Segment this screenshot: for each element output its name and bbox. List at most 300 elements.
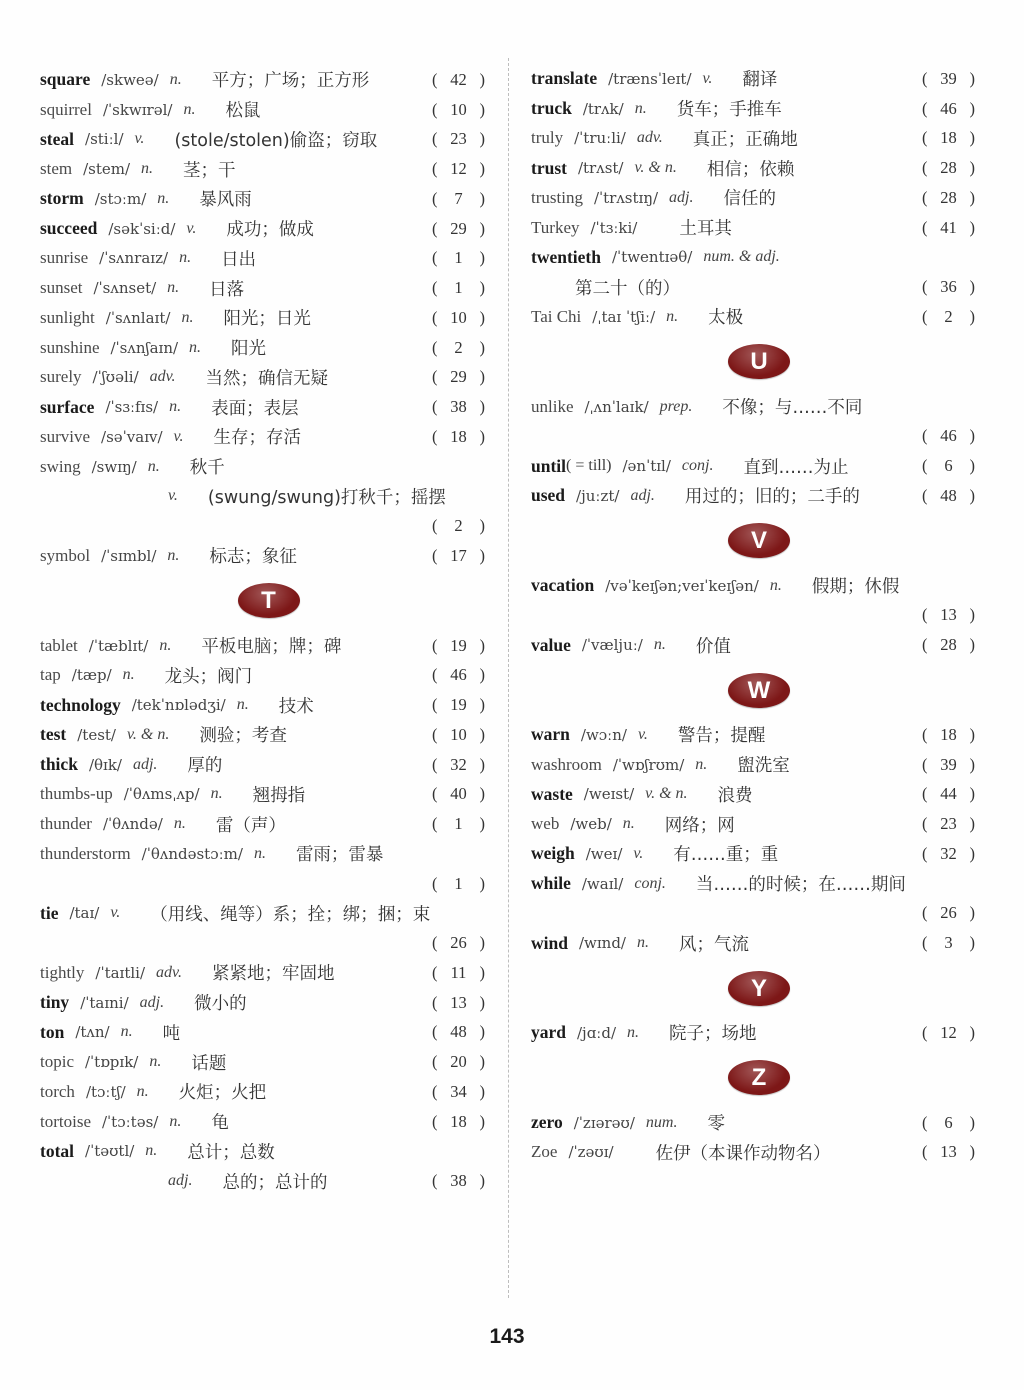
page-reference: ( 48 ) <box>432 1022 485 1042</box>
letter-section-header <box>531 332 975 392</box>
phonetic-transcription: /ˈsʌnlaɪt/ <box>105 308 171 327</box>
vocab-entry <box>40 273 485 303</box>
page-reference: ( 18 ) <box>922 724 975 744</box>
glossary-left-column <box>40 65 485 1196</box>
vocab-entry <box>531 1138 975 1168</box>
headword: survive <box>40 426 91 446</box>
headword: steal <box>40 128 75 149</box>
vocab-entry <box>40 125 485 155</box>
page-reference: ( 29 ) <box>432 218 485 238</box>
page-reference: ( 23 ) <box>432 129 485 149</box>
vocab-entry <box>531 302 975 332</box>
page-reference: ( 1 ) <box>432 278 485 298</box>
chinese-meaning: 测验；考查 <box>199 726 287 747</box>
chinese-meaning: 浪费 <box>717 785 753 806</box>
chinese-meaning: 吨 <box>162 1023 181 1044</box>
letter-section-header <box>531 1048 975 1108</box>
phonetic-transcription: /ənˈtɪl/ <box>622 457 671 476</box>
chinese-meaning: 真正；正确地 <box>692 129 798 150</box>
part-of-speech: n. <box>147 457 160 475</box>
chinese-meaning: 龟 <box>211 1113 229 1134</box>
phonetic-transcription: /stɔːm/ <box>94 189 147 208</box>
vocab-entry <box>40 154 485 184</box>
headword: squirrel <box>40 99 92 119</box>
phonetic-transcription: /ˈtəʊtl/ <box>85 1142 135 1161</box>
phonetic-transcription: /taɪ/ <box>69 904 100 923</box>
chinese-meaning: 用过的；旧的；二手的 <box>684 487 860 508</box>
chinese-meaning: 太极 <box>708 308 744 329</box>
page-reference: ( 44 ) <box>922 784 975 804</box>
vocab-sense-line <box>40 1166 485 1196</box>
headword: sunlight <box>40 307 95 327</box>
page-reference: ( 6 ) <box>922 456 975 476</box>
chinese-meaning: 秋千 <box>189 458 225 479</box>
part-of-speech: n. <box>173 815 186 833</box>
headword: trusting <box>531 187 583 207</box>
part-of-speech: v. <box>173 427 184 445</box>
headword: truck <box>531 98 572 119</box>
chinese-meaning: 日落 <box>209 279 245 300</box>
page-reference: ( 18 ) <box>922 128 975 148</box>
page-ref-line <box>531 601 975 631</box>
vocab-entry <box>40 1107 485 1137</box>
chinese-meaning: 松鼠 <box>225 101 261 122</box>
part-of-speech: v. <box>633 844 644 862</box>
vocab-entry <box>40 392 485 422</box>
part-of-speech: adj. <box>168 1172 193 1190</box>
phonetic-transcription: /waɪl/ <box>581 874 624 893</box>
part-of-speech: v. <box>702 69 713 87</box>
chinese-meaning: 生存；存活 <box>213 428 301 449</box>
part-of-speech: n. <box>169 1112 182 1130</box>
phonetic-transcription: /səˈvaɪv/ <box>101 427 163 446</box>
phonetic-transcription: /wɪnd/ <box>578 934 626 953</box>
phonetic-transcription: /ˈskwɪrəl/ <box>102 100 173 119</box>
phonetic-transcription: /ˈθʌndə/ <box>102 815 163 834</box>
phonetic-transcription: /ˈsɜːfɪs/ <box>105 398 159 417</box>
headword: tiny <box>40 992 70 1013</box>
page-ref-line <box>40 511 485 541</box>
letter-badge: W <box>728 673 790 708</box>
page-reference: ( 32 ) <box>432 754 485 774</box>
letter-badge: U <box>728 344 790 379</box>
chinese-meaning: 龙头；阀门 <box>164 666 253 687</box>
chinese-meaning: 不像；与……不同 <box>722 398 863 419</box>
chinese-meaning: 网络；网 <box>664 815 735 836</box>
headword: washroom <box>531 754 602 774</box>
chinese-meaning: 有……重；重 <box>673 845 779 866</box>
vocab-entry <box>531 571 975 601</box>
chinese-meaning: 雷（声） <box>215 815 286 836</box>
page-reference: ( 18 ) <box>432 426 485 446</box>
chinese-meaning: 土耳其 <box>679 219 732 240</box>
part-of-speech: n. <box>149 1053 162 1071</box>
part-of-speech: n. <box>622 815 635 833</box>
phonetic-transcription: /ˈsʌnʃaɪn/ <box>110 338 179 357</box>
phonetic-transcription: /ˈθʌmsˌʌp/ <box>123 785 200 804</box>
part-of-speech: n. <box>210 785 223 803</box>
chinese-meaning: 成功；做成 <box>226 220 314 241</box>
part-of-speech: adv. <box>149 368 176 386</box>
phonetic-transcription: /stiːl/ <box>85 130 124 149</box>
headword: surely <box>40 367 82 387</box>
headword: vacation <box>531 575 595 596</box>
page-reference: ( 46 ) <box>922 426 975 446</box>
chinese-meaning: 零 <box>707 1114 725 1135</box>
headword: used <box>531 485 566 506</box>
part-of-speech: v. <box>637 725 648 743</box>
vocab-entry <box>40 363 485 393</box>
phonetic-transcription: /trʌk/ <box>582 99 624 118</box>
phonetic-transcription: /ˈtɒpɪk/ <box>85 1053 139 1072</box>
phonetic-transcription: /ˈtaɪni/ <box>80 993 129 1012</box>
phonetic-transcription: /ˈtɜːki/ <box>590 218 638 237</box>
headword: unlike <box>531 396 574 416</box>
part-of-speech: n. <box>145 1142 158 1160</box>
part-of-speech: num. <box>645 1113 678 1131</box>
part-of-speech: n. <box>157 189 170 207</box>
letter-badge: T <box>238 583 300 618</box>
page-reference: ( 42 ) <box>432 69 485 89</box>
vocab-entry <box>531 124 975 154</box>
page-reference: ( 38 ) <box>432 1171 485 1191</box>
part-of-speech: n. <box>136 1082 149 1100</box>
part-of-speech: n. <box>634 99 647 117</box>
chinese-meaning: 总的；总计的 <box>222 1172 328 1193</box>
part-of-speech: n. <box>181 308 194 326</box>
vocab-entry <box>40 452 485 482</box>
page-reference: ( 28 ) <box>922 158 975 178</box>
part-of-speech: n. <box>141 160 154 178</box>
headword: sunset <box>40 278 83 298</box>
chinese-meaning: (stole/stolen)偷盗；窃取 <box>174 130 378 151</box>
chinese-meaning: 翘拇指 <box>252 785 306 806</box>
vocab-entry <box>531 928 975 958</box>
page-reference: ( 6 ) <box>922 1112 975 1132</box>
headword: technology <box>40 694 121 715</box>
page-reference: ( 39 ) <box>922 754 975 774</box>
vocab-entry <box>531 869 975 899</box>
part-of-speech: n. <box>653 636 666 654</box>
part-of-speech: n. <box>159 636 172 654</box>
headword: trust <box>531 157 567 178</box>
vocab-entry <box>40 1047 485 1077</box>
phonetic-transcription: /web/ <box>570 815 612 834</box>
part-of-speech: v. & n. <box>645 785 688 803</box>
page-ref-line <box>40 869 485 899</box>
vocab-entry <box>40 184 485 214</box>
part-of-speech: conj. <box>634 874 666 892</box>
page-reference: ( 23 ) <box>922 814 975 834</box>
page-reference: ( 28 ) <box>922 187 975 207</box>
part-of-speech: adv. <box>636 129 663 147</box>
chinese-meaning: 话题 <box>191 1053 227 1074</box>
page-ref-line <box>40 928 485 958</box>
phonetic-transcription: /ˈsɪmbl/ <box>101 546 157 565</box>
page-reference: ( 10 ) <box>432 307 485 327</box>
phonetic-transcription: /vəˈkeɪʃən;veɪˈkeɪʃən/ <box>605 576 759 595</box>
vocab-entry <box>531 1108 975 1138</box>
headword: twentieth <box>531 246 601 267</box>
page-reference: ( 13 ) <box>922 605 975 625</box>
headword: until <box>531 455 567 476</box>
letter-badge: Z <box>728 1060 790 1095</box>
phonetic-transcription: /wɔːn/ <box>580 725 627 744</box>
vocab-entry <box>531 839 975 869</box>
vocab-entry <box>531 809 975 839</box>
part-of-speech: n. <box>627 1023 640 1041</box>
part-of-speech: n. <box>120 1023 133 1041</box>
phonetic-transcription: /trʌst/ <box>577 159 624 178</box>
chinese-meaning: 紧紧地；牢固地 <box>211 964 335 985</box>
chinese-meaning: 茎；干 <box>183 160 236 181</box>
letter-badge: Y <box>728 971 790 1006</box>
page-reference: ( 40 ) <box>432 784 485 804</box>
part-of-speech: v. <box>134 130 145 148</box>
phonetic-transcription: /tʌn/ <box>75 1023 110 1042</box>
part-of-speech: n. <box>666 307 679 325</box>
headword: sunshine <box>40 337 100 357</box>
page-reference: ( 36 ) <box>922 277 975 297</box>
vocab-entry <box>40 65 485 95</box>
page-reference: ( 10 ) <box>432 724 485 744</box>
page-reference: ( 29 ) <box>432 367 485 387</box>
chinese-meaning: 厚的 <box>187 756 223 777</box>
phonetic-transcription: /tekˈnɒlədʒi/ <box>131 696 226 715</box>
phonetic-transcription: /ˈzəʊɪ/ <box>568 1143 614 1162</box>
vocab-entry <box>40 661 485 691</box>
vocab-entry <box>531 392 975 422</box>
page-reference: ( 18 ) <box>432 1111 485 1131</box>
phonetic-transcription: /ˌʌnˈlaɪk/ <box>584 397 649 416</box>
headword: tightly <box>40 962 85 982</box>
phonetic-transcription: /weɪst/ <box>583 785 635 804</box>
phonetic-transcription: /ˈvæljuː/ <box>581 636 643 655</box>
page-reference: ( 39 ) <box>922 68 975 88</box>
chinese-meaning: 第二十（的） <box>575 278 680 299</box>
chinese-meaning: 标志；象征 <box>209 547 297 568</box>
vocab-entry <box>531 94 975 124</box>
part-of-speech: adj. <box>630 486 655 504</box>
phonetic-transcription: /tæp/ <box>71 666 112 685</box>
vocab-entry <box>40 1137 485 1167</box>
headword: thunderstorm <box>40 843 131 863</box>
page-reference: ( 10 ) <box>432 99 485 119</box>
glossary-right-column <box>531 64 975 1167</box>
page-reference: ( 11 ) <box>432 962 485 982</box>
page-reference: ( 1 ) <box>432 873 485 893</box>
vocab-entry <box>40 809 485 839</box>
vocab-entry <box>40 541 485 571</box>
part-of-speech: v. <box>168 487 178 505</box>
chinese-meaning: 佐伊（本课作动物名） <box>655 1143 831 1164</box>
phonetic-transcription: /ˈθʌndəstɔːm/ <box>141 844 243 863</box>
headword: truly <box>531 128 564 148</box>
letter-section-header <box>531 958 975 1018</box>
vocab-entry <box>531 153 975 183</box>
part-of-speech: n. <box>183 100 196 118</box>
chinese-meaning: 日出 <box>221 249 257 270</box>
chinese-meaning: 当……的时候；在……期间 <box>695 875 906 896</box>
vocab-entry <box>40 333 485 363</box>
vocab-entry <box>40 720 485 750</box>
phonetic-transcription: /tɔːtʃ/ <box>85 1082 126 1101</box>
part-of-speech: v. <box>110 904 121 922</box>
headword: torch <box>40 1081 75 1101</box>
headword: sunrise <box>40 248 89 268</box>
page-reference: ( 28 ) <box>922 635 975 655</box>
part-of-speech: adv. <box>156 963 182 981</box>
vocab-entry <box>531 243 975 273</box>
vocab-entry <box>531 720 975 750</box>
vocab-entry <box>40 244 485 274</box>
letter-badge: V <box>728 523 790 558</box>
headword: stem <box>40 159 73 179</box>
vocab-entry <box>40 1018 485 1048</box>
page-reference: ( 1 ) <box>432 814 485 834</box>
phonetic-transcription: /juːzt/ <box>576 486 620 505</box>
chinese-meaning: 翻译 <box>742 70 778 91</box>
page-reference: ( 34 ) <box>432 1081 485 1101</box>
chinese-meaning: 相信；依赖 <box>706 159 795 180</box>
phonetic-transcription: /trænsˈleɪt/ <box>608 69 692 88</box>
headword: tortoise <box>40 1111 91 1131</box>
headword: waste <box>531 783 573 804</box>
headword: storm <box>40 188 84 209</box>
headword: while <box>531 873 571 894</box>
vocab-entry <box>40 422 485 452</box>
page-reference: ( 38 ) <box>432 397 485 417</box>
letter-section-header <box>531 511 975 571</box>
phonetic-transcription: /ˌtaɪ ˈtʃiː/ <box>592 307 656 326</box>
chinese-meaning: 雷雨；雷暴 <box>295 845 384 866</box>
chinese-meaning: 风；气流 <box>678 934 749 955</box>
page-reference: ( 3 ) <box>922 933 975 953</box>
headword: zero <box>531 1112 563 1133</box>
headword: weigh <box>531 843 575 864</box>
chinese-meaning: 价值 <box>695 636 731 657</box>
vocab-entry <box>40 631 485 661</box>
page-number: 143 <box>489 1325 525 1348</box>
chinese-meaning: 直到……为止 <box>743 457 849 478</box>
part-of-speech: n. <box>769 576 782 594</box>
vocab-entry <box>40 303 485 333</box>
phonetic-transcription: /ˈsʌnset/ <box>93 279 157 298</box>
page-reference: ( 2 ) <box>432 337 485 357</box>
chinese-meaning: （用线、绳等）系；拴；绑；捆；束 <box>150 904 431 925</box>
vocab-entry <box>531 780 975 810</box>
page-reference: ( 26 ) <box>432 933 485 953</box>
chinese-meaning: 盥洗室 <box>737 756 790 777</box>
phonetic-transcription: /ˈtwentɪəθ/ <box>611 248 693 267</box>
page-reference: ( 7 ) <box>432 188 485 208</box>
page-reference: ( 12 ) <box>922 1022 975 1042</box>
phonetic-transcription: /stem/ <box>83 160 131 179</box>
headword: Tai Chi <box>531 306 582 326</box>
part-of-speech: adj. <box>669 188 694 206</box>
headword: Turkey <box>531 217 580 237</box>
headword-note: ( = till) <box>566 457 612 475</box>
chinese-meaning: 警告；提醒 <box>677 726 766 747</box>
page-ref-line <box>531 899 975 929</box>
chinese-meaning: (swung/swung)打秋千；摇摆 <box>207 487 446 508</box>
vocab-entry <box>40 690 485 720</box>
phonetic-transcription: /weɪ/ <box>585 844 623 863</box>
chinese-meaning: 微小的 <box>194 994 247 1015</box>
phonetic-transcription: /ˈtruːli/ <box>574 129 626 148</box>
vocab-sense-line <box>40 482 485 512</box>
headword: total <box>40 1140 75 1161</box>
column-divider <box>508 58 509 1298</box>
page-reference: ( 2 ) <box>432 516 485 536</box>
headword: ton <box>40 1021 65 1042</box>
part-of-speech: num. & adj. <box>703 248 780 266</box>
phonetic-transcription: /ˈtrʌstɪŋ/ <box>593 188 659 207</box>
chinese-meaning: 院子；场地 <box>669 1024 757 1045</box>
part-of-speech: v. & n. <box>634 159 677 177</box>
vocab-entry <box>40 988 485 1018</box>
page-reference: ( 48 ) <box>922 485 975 505</box>
page-reference: ( 1 ) <box>432 248 485 268</box>
phonetic-transcription: /ˈtaɪtli/ <box>95 963 146 982</box>
headword: tablet <box>40 635 78 655</box>
part-of-speech: prep. <box>659 397 693 415</box>
headword: value <box>531 634 571 655</box>
headword: tie <box>40 902 59 923</box>
chinese-meaning: 表面；表层 <box>211 398 299 419</box>
part-of-speech: n. <box>169 70 182 88</box>
headword: thick <box>40 754 78 775</box>
page-reference: ( 26 ) <box>922 903 975 923</box>
vocab-entry <box>40 839 485 869</box>
headword: test <box>40 724 67 745</box>
phonetic-transcription: /ˈtæblɪt/ <box>88 636 149 655</box>
vocab-entry <box>40 780 485 810</box>
vocab-entry <box>40 899 485 929</box>
part-of-speech: n. <box>695 755 708 773</box>
phonetic-transcription: /ˈʃʊəli/ <box>92 368 139 387</box>
page-reference: ( 46 ) <box>922 98 975 118</box>
chinese-meaning: 货车；手推车 <box>676 100 782 121</box>
vocab-entry <box>40 958 485 988</box>
part-of-speech: n. <box>236 696 249 714</box>
headword: succeed <box>40 218 98 239</box>
page-reference: ( 13 ) <box>922 1142 975 1162</box>
part-of-speech: adj. <box>132 755 158 773</box>
part-of-speech: n. <box>253 844 266 862</box>
phonetic-transcription: /θɪk/ <box>88 755 122 774</box>
phonetic-transcription: /swɪŋ/ <box>91 457 137 476</box>
phonetic-transcription: /ˈsʌnraɪz/ <box>99 249 169 268</box>
headword: surface <box>40 396 95 417</box>
chinese-meaning: 平方；广场；正方形 <box>211 71 370 92</box>
chinese-meaning: 平板电脑；牌；碑 <box>201 637 342 658</box>
part-of-speech: n. <box>189 338 202 356</box>
page-ref-line <box>531 422 975 452</box>
page-reference: ( 17 ) <box>432 545 485 565</box>
vocab-entry <box>531 1018 975 1048</box>
chinese-meaning: 暴风雨 <box>199 190 252 211</box>
part-of-speech: n. <box>167 279 180 297</box>
letter-section-header <box>531 660 975 720</box>
headword: symbol <box>40 545 91 565</box>
headword: square <box>40 69 91 90</box>
chinese-meaning: 阳光；日光 <box>223 309 311 330</box>
page-reference: ( 20 ) <box>432 1052 485 1072</box>
phonetic-transcription: /ˈwɒʃrʊm/ <box>612 755 685 774</box>
chinese-meaning: 当然；确信无疑 <box>205 368 329 389</box>
part-of-speech: v. <box>186 219 197 237</box>
